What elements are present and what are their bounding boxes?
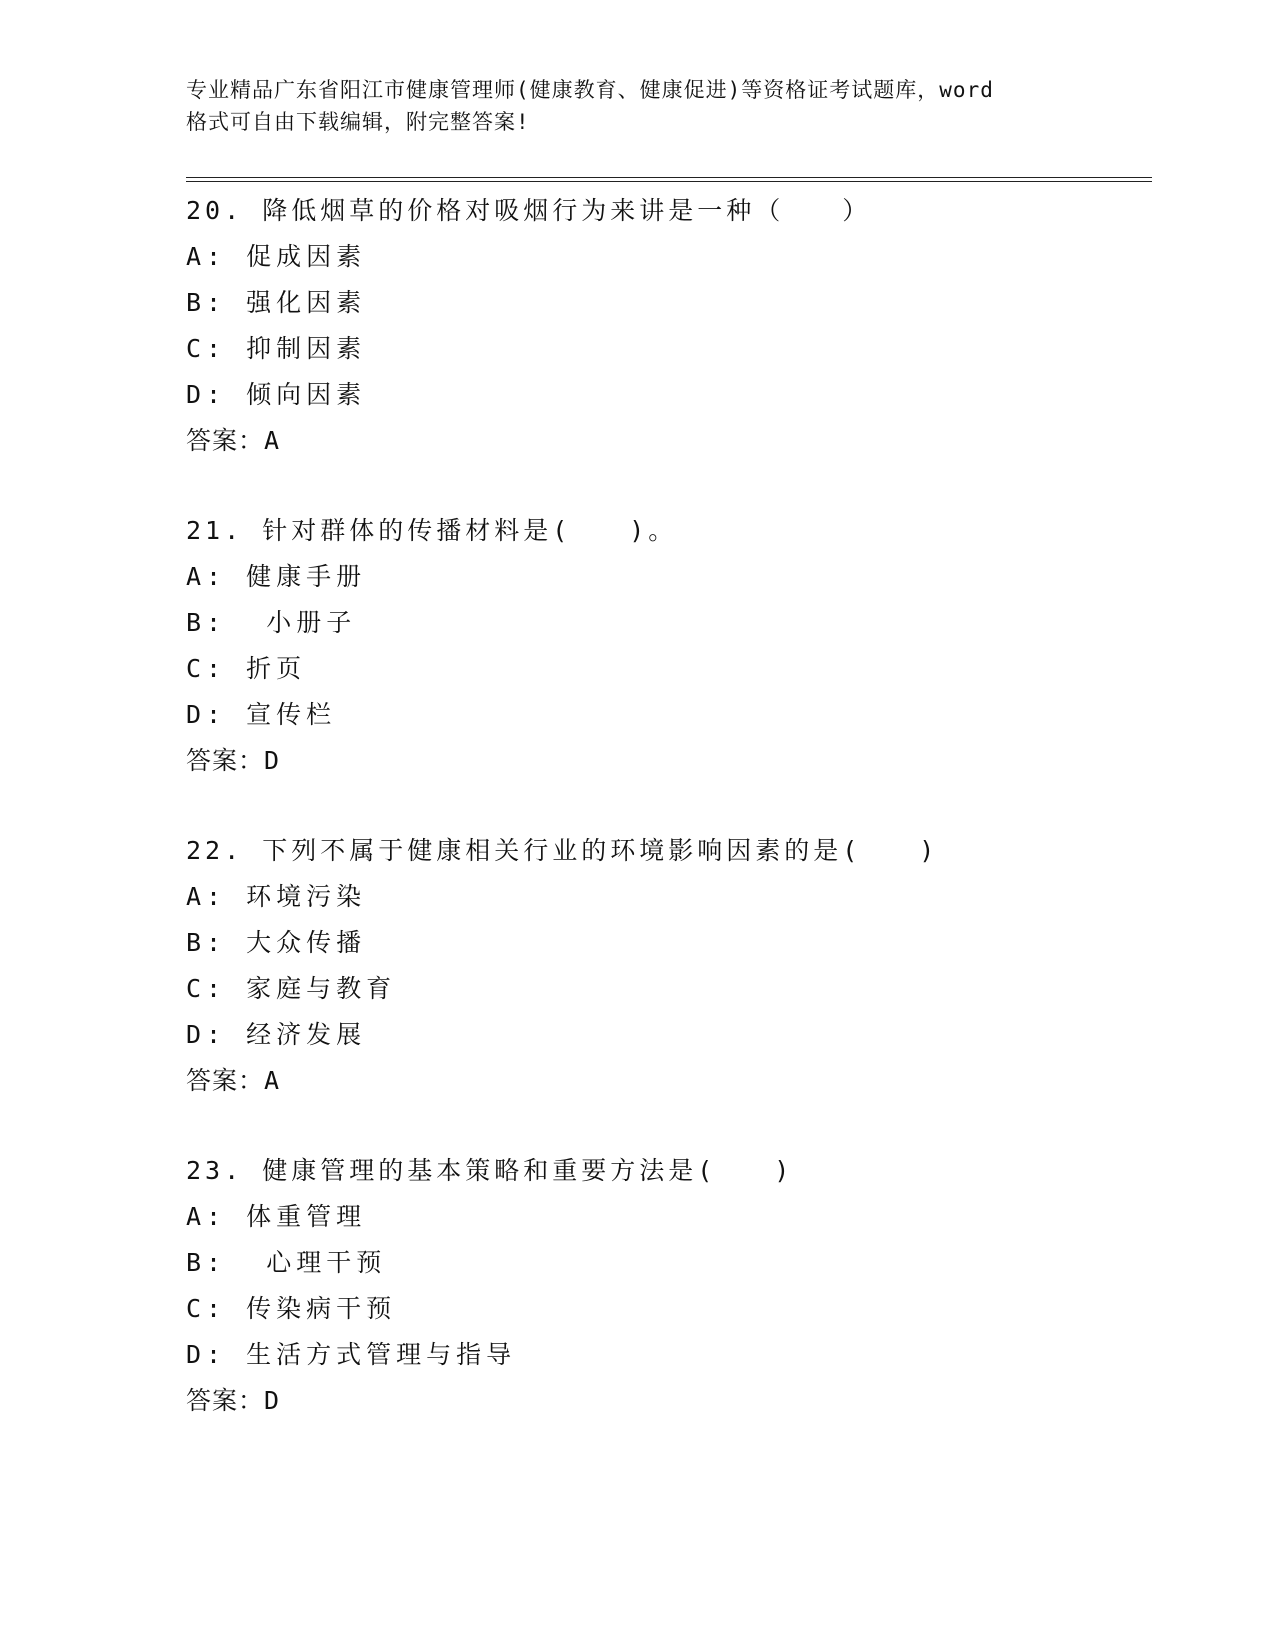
option-c: C: 折页 bbox=[186, 654, 307, 683]
header-divider-bottom bbox=[186, 181, 1152, 182]
option-a: A: 促成因素 bbox=[186, 242, 367, 271]
answer-line bbox=[186, 418, 1146, 464]
question-list bbox=[186, 188, 1146, 1468]
option-b: B: 心理干预 bbox=[186, 1248, 387, 1277]
option-c: C: 家庭与教育 bbox=[186, 974, 397, 1003]
answer-label: 答案： bbox=[186, 1066, 265, 1095]
question-title: 21. 针对群体的传播材料是( )。 bbox=[186, 516, 678, 545]
option-d: D: 倾向因素 bbox=[186, 380, 367, 409]
answer-value: D bbox=[264, 1386, 281, 1415]
answer-line bbox=[186, 1058, 1146, 1104]
answer-label: 答案： bbox=[186, 1386, 265, 1415]
document-header bbox=[186, 74, 1086, 138]
answer-line bbox=[186, 738, 1146, 784]
option-d: D: 宣传栏 bbox=[186, 700, 337, 729]
answer-label: 答案： bbox=[186, 426, 265, 455]
option-a: A: 健康手册 bbox=[186, 562, 367, 591]
header-line-2: 格式可自由下载编辑，附完整答案! bbox=[186, 110, 530, 134]
question-22 bbox=[186, 828, 1146, 1104]
option-b: B: 大众传播 bbox=[186, 928, 367, 957]
answer-line bbox=[186, 1378, 1146, 1424]
answer-value: A bbox=[264, 1066, 281, 1095]
option-a: A: 体重管理 bbox=[186, 1202, 367, 1231]
answer-value: D bbox=[264, 746, 281, 775]
answer-label: 答案： bbox=[186, 746, 265, 775]
option-b: B: 小册子 bbox=[186, 608, 357, 637]
option-b: B: 强化因素 bbox=[186, 288, 367, 317]
option-d: D: 经济发展 bbox=[186, 1020, 367, 1049]
answer-value: A bbox=[264, 426, 281, 455]
question-title: 20. 降低烟草的价格对吸烟行为来讲是一种（ ） bbox=[186, 196, 872, 225]
option-c: C: 传染病干预 bbox=[186, 1294, 397, 1323]
option-a: A: 环境污染 bbox=[186, 882, 367, 911]
option-d: D: 生活方式管理与指导 bbox=[186, 1340, 517, 1369]
question-title: 22. 下列不属于健康相关行业的环境影响因素的是( ) bbox=[186, 836, 939, 865]
header-divider-top bbox=[186, 177, 1152, 178]
question-23 bbox=[186, 1148, 1146, 1424]
option-c: C: 抑制因素 bbox=[186, 334, 367, 363]
question-20 bbox=[186, 188, 1146, 464]
question-title: 23. 健康管理的基本策略和重要方法是( ) bbox=[186, 1156, 794, 1185]
header-line-1: 专业精品广东省阳江市健康管理师(健康教育、健康促进)等资格证考试题库，word bbox=[186, 78, 994, 102]
question-21 bbox=[186, 508, 1146, 784]
